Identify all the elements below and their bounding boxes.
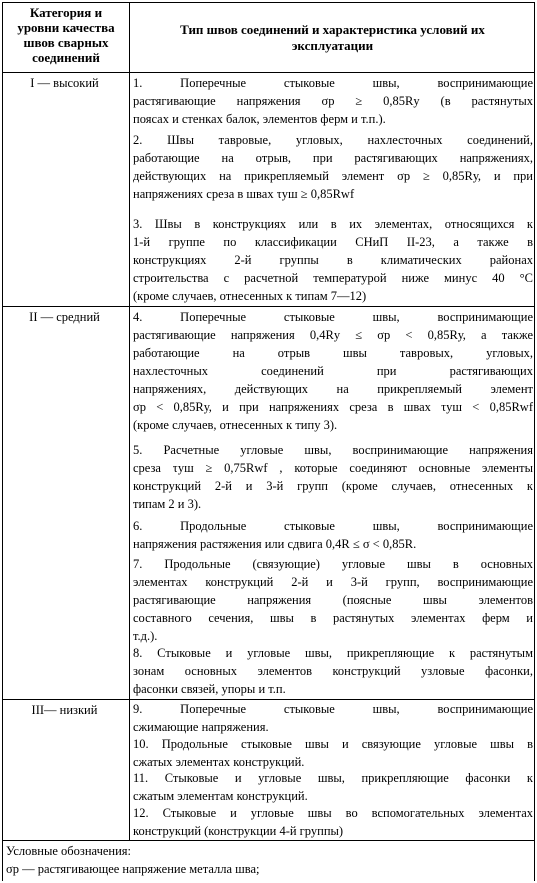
list-item: 3. Швы в конструкциях или в их элементах, относящихся к 1-й группе по классификации СНиП II-23, а также в конструкциях 2-й группы в климатических районах строительства с расчетной температурой ниже минус 40 °С (кроме случаев, отнесенных к типам 7—12) [133, 217, 533, 303]
category-high: I — высокий [30, 76, 99, 90]
table-border-right [534, 2, 535, 881]
row-divider-1 [2, 306, 535, 307]
header-category: Категория и уровни качества швов сварных соединений [17, 5, 115, 65]
header-type: Тип швов соединений и характеристика условий их эксплуатации [180, 22, 485, 53]
list-item: 12. Стыковые и угловые швы во вспомогательных элементах конструкций (конструкции 4-й группы) [133, 806, 533, 838]
list-item: 8. Стыковые и угловые швы, прикрепляющие к растянутым зонам основных элементов конструкций узловые фасонки, фасонки связей, упоры и т.п. [133, 646, 533, 696]
list-item: 1. Поперечные стыковые швы, воспринимающие растягивающие напряжения σр ≥ 0,85Rу (в растянутых поясах и стенках балок, элементов ферм и т.п.). [133, 76, 533, 126]
table-border-top [2, 2, 535, 3]
notes-line: σр — растягивающее напряжение металла шва; [6, 862, 260, 876]
table-border-left [2, 2, 3, 881]
list-item: 5. Расчетные угловые швы, воспринимающие напряжения среза τуш ≥ 0,75Rwf , которые соединяют основные элементы конструкций 2-й и 3-й групп (кроме случаев, отнесенных к типам 2 и 3). [133, 443, 533, 511]
list-item: 6. Продольные стыковые швы, воспринимающие напряжения растяжения или сдвига 0,4R ≤ σ < 0,85R. [133, 519, 533, 551]
list-item: 4. Поперечные стыковые швы, воспринимающие растягивающие напряжения 0,4Rу ≤ σр < 0,85Rу, а также работающие на отрыв швы тавровых, угловых, нахлесточных соединений при растягивающих напряжениях, действующих на прикрепляемый элемент σр < 0,85Rу, и при напряжениях среза в швах τуш < 0,85Rwf (кроме случаев, отнесенных к типу 3). [133, 310, 533, 432]
legend-notes [6, 842, 260, 878]
list-item: 2. Швы тавровые, угловых, нахлесточных соединений, работающие на отрыв, при растягивающих напряжениях, действующих на прикрепляемый элемент σр ≥ 0,85Rу, и при напряжениях среза в швах τуш ≥ 0,85Rwf [133, 133, 533, 201]
list-item: 9. Поперечные стыковые швы, воспринимающие сжимающие напряжения. [133, 702, 533, 734]
list-item: 7. Продольные (связующие) угловые швы в основных элементах конструкций 2-й и 3-й групп, воспринимающие растягивающие напряжения (поясные швы элементов составного сечения, швы в растянутых элементах ферм и т.д.). [133, 557, 533, 643]
category-medium: II — средний [29, 310, 100, 324]
notes-title: Условные обозначения: [6, 844, 132, 858]
category-low: III— низкий [31, 703, 98, 717]
header-divider [2, 72, 535, 73]
row-divider-3 [2, 840, 535, 841]
list-item: 10. Продольные стыковые швы и связующие угловые швы в сжатых элементах конструкций. [133, 737, 533, 769]
column-divider [129, 2, 130, 840]
list-item: 11. Стыковые и угловые швы, прикрепляющие фасонки к сжатым элементам конструкций. [133, 771, 533, 803]
